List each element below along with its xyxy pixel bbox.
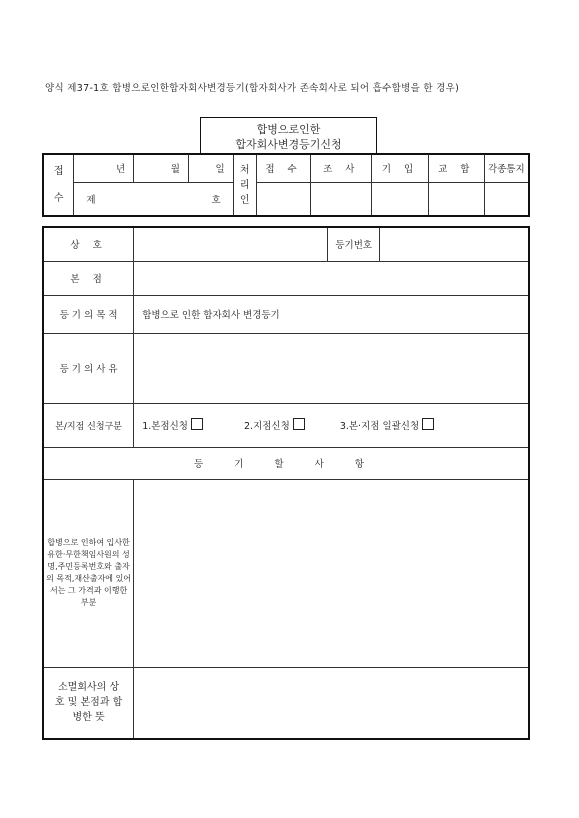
opt-both[interactable] [340, 421, 434, 432]
opt-branch-office[interactable] [244, 421, 308, 432]
opt-main-office-label: 1.본점신청 [142, 421, 188, 432]
opt-main-office[interactable] [142, 421, 206, 432]
matters-field[interactable] [134, 479, 529, 667]
notice-header: 각종통지 [484, 154, 529, 182]
apply-type-options [134, 403, 529, 447]
giip-header: 기 입 [372, 154, 429, 182]
bonjeom-label: 본 점 [43, 261, 134, 295]
apply-type-label: 본/지점 신청구분 [43, 403, 134, 447]
receipt-label-jeop: 접 [53, 166, 64, 177]
opt-both-checkbox[interactable] [422, 418, 434, 430]
reason-label: 등 기 의 사 유 [43, 333, 134, 403]
processor-in: 인 [239, 194, 250, 206]
main-form-table [42, 226, 530, 740]
opt-branch-office-label: 2.지점신청 [244, 421, 290, 432]
matters-label: 합병으로 인하여 입사한 유한·무한책임사원의 성명,주민등록번호와 출자의 목적,재산출자에 있어서는 그 가격과 이행한 부분 [43, 479, 134, 667]
gyohap-box[interactable] [428, 182, 484, 216]
bonjeom-field[interactable] [134, 261, 529, 295]
opt-main-office-checkbox[interactable] [191, 418, 203, 430]
processor-cheo: 처 [239, 164, 250, 176]
reason-field[interactable] [134, 333, 529, 403]
opt-branch-office-checkbox[interactable] [293, 418, 305, 430]
josa-box[interactable] [311, 182, 372, 216]
receipt-number-cell[interactable] [74, 182, 233, 216]
extinct-field[interactable] [134, 667, 529, 739]
sangho-label: 상 호 [43, 227, 134, 261]
reg-no-field[interactable] [380, 227, 529, 261]
receipt-table [42, 153, 530, 217]
form-header: 양식 제37-1호 합병으로인한합자회사변경등기(합자회사가 존속회사로 되어 흡수합병을 한 경우) [45, 83, 460, 94]
notice-box[interactable] [484, 182, 529, 216]
josa-header: 조 사 [311, 154, 372, 182]
purpose-value: 합병으로 인한 합자회사 변경등기 [134, 295, 529, 333]
month-cell[interactable]: 월 [134, 154, 189, 182]
matters-header: 등 기 할 사 항 [43, 447, 529, 479]
opt-both-label: 3.본·지점 일괄신청 [339, 421, 420, 432]
sangho-field[interactable] [134, 227, 328, 261]
receipt-je: 제 [86, 194, 96, 206]
processor-cell [233, 154, 256, 216]
jeopsu-header: 접 수 [256, 154, 311, 182]
receipt-ho: 호 [211, 194, 221, 206]
extinct-label: 소멸회사의 상호 및 본점과 합병한 뜻 [43, 667, 134, 739]
form-title-line1: 합병으로인한 [256, 123, 321, 136]
purpose-label: 등 기 의 목 적 [43, 295, 134, 333]
processor-ri: 리 [239, 179, 250, 191]
jeopsu-box[interactable] [256, 182, 311, 216]
day-cell[interactable]: 일 [188, 154, 233, 182]
reg-no-label: 등기번호 [328, 227, 380, 261]
gyohap-header: 교 합 [428, 154, 484, 182]
year-cell[interactable]: 년 [74, 154, 134, 182]
receipt-label-su: 수 [53, 193, 64, 204]
form-title-box [200, 117, 377, 153]
receipt-label-cell [43, 154, 74, 216]
giip-box[interactable] [372, 182, 429, 216]
form-title-line2: 합자회사변경등기신청 [235, 138, 342, 151]
